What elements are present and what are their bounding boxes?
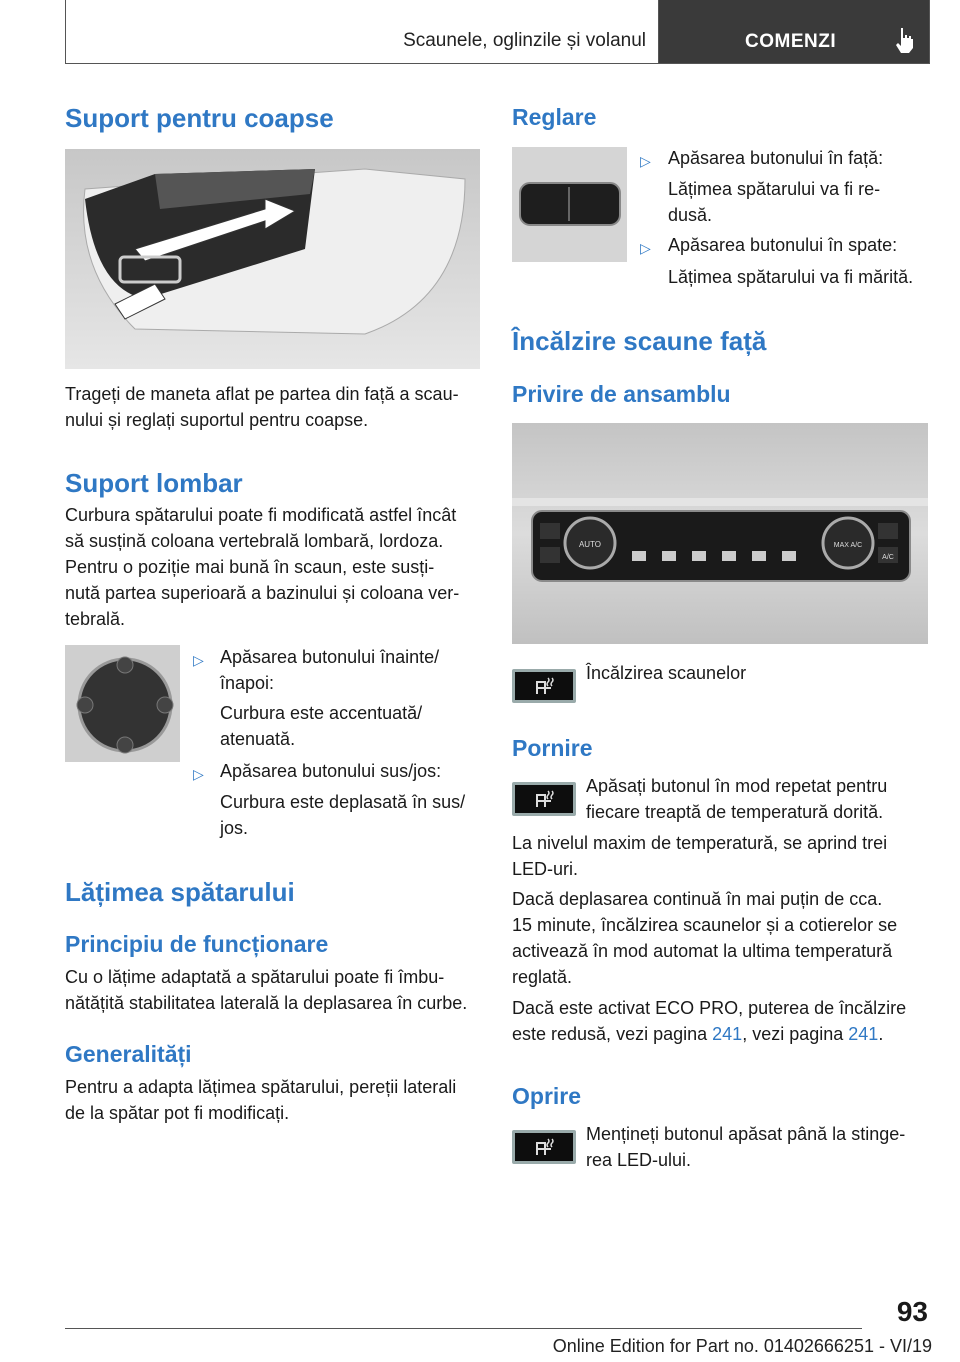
text-line: Cu o lățime adaptată a spătarului poate fi îmbu-	[65, 967, 445, 987]
text-line: nută partea superioară a bazinului și coloana ver-	[65, 583, 460, 603]
text-line: LED-uri.	[512, 859, 579, 879]
text-line: 15 minute, încălzirea scaunelor și a cotierelor se	[512, 915, 898, 935]
lumbar-support-title: Suport lombar	[65, 468, 243, 498]
text-line: dusă.	[668, 205, 713, 225]
text-line: Lățimea spătarului va fi re-	[668, 179, 881, 199]
bullet-triangle-icon: ▷	[193, 652, 204, 668]
width-button-image	[512, 147, 627, 262]
on-text-3	[512, 886, 932, 990]
page-link[interactable]: 241	[712, 1024, 743, 1044]
text-span: , vezi pagina	[742, 1024, 849, 1044]
text-line: reglată.	[512, 967, 573, 987]
overview-title: Privire de ansamblu	[512, 381, 731, 407]
principle-text	[65, 964, 485, 1016]
backrest-width-title: Lățimea spătarului	[65, 877, 295, 907]
seat-heating-button-image	[512, 669, 576, 703]
adjust-bullet-2: Apăsarea butonului în spate:	[668, 235, 898, 255]
text-line: de la spătar pot fi modificați.	[65, 1103, 290, 1123]
climate-control-panel	[512, 423, 928, 644]
footer-divider	[65, 1328, 862, 1329]
text-line: Curbura este accentuată/	[220, 703, 423, 723]
max-ac-label: MAX A/C	[833, 542, 863, 549]
general-title: Generalități	[65, 1041, 192, 1067]
text-line: Apăsarea butonului înainte/	[220, 647, 440, 667]
page-link[interactable]: 241	[848, 1024, 879, 1044]
lumbar-bullet-2: Apăsarea butonului sus/jos:	[220, 761, 442, 781]
seat-illustration	[65, 149, 480, 369]
lumbar-support-text	[65, 502, 485, 632]
seat-heating-icon	[515, 672, 573, 700]
text-line: activează în mod automat la ultima temperatură	[512, 941, 893, 961]
seat-heating-button-image	[512, 782, 576, 816]
adjust-title: Reglare	[512, 104, 597, 130]
seat-heating-icon	[515, 785, 573, 813]
page-number: 93	[896, 1296, 928, 1327]
lumbar-bullet-1-result	[220, 700, 490, 752]
pointing-hand-icon	[893, 26, 915, 54]
lumbar-button-image	[65, 645, 180, 762]
ac-label: A/C	[882, 554, 894, 561]
text-span: este redusă, vezi pagina	[512, 1024, 713, 1044]
climate-panel-image	[512, 423, 928, 644]
adjust-bullet-1-result	[668, 176, 938, 228]
text-line: Apăsați butonul în mod repetat pentru	[586, 776, 888, 796]
text-line: Pentru o poziție mai bună în scaun, este susți-	[65, 557, 435, 577]
seat-heating-button-label: Încălzirea scaunelor	[586, 663, 747, 683]
text-line: Mențineți butonul apăsat până la stinge-	[586, 1124, 906, 1144]
off-text	[586, 1121, 936, 1173]
text-line: La nivelul maxim de temperatură, se aprind trei	[512, 833, 888, 853]
text-line: Curbura este deplasată în sus/	[220, 792, 466, 812]
text-line: să susțină coloana vertebrală lombară, lordoza.	[65, 531, 444, 551]
text-line: rea LED-ului.	[586, 1150, 692, 1170]
text-line: jos.	[220, 818, 249, 838]
edition-footer: Online Edition for Part no. 01402666251 - VI/19	[552, 1336, 932, 1356]
thigh-support-text	[65, 381, 485, 433]
on-text-2	[512, 830, 932, 882]
text-line: Dacă deplasarea continuă în mai puțin de cca.	[512, 889, 883, 909]
seat-heating-button-image	[512, 1130, 576, 1164]
seat-heating-title: Încălzire scaune față	[512, 326, 767, 356]
lumbar-bullet-1	[220, 644, 490, 696]
text-line: Trageți de maneta aflat pe partea din față a scau-	[65, 384, 459, 404]
text-line	[512, 1021, 932, 1047]
on-title: Pornire	[512, 735, 593, 761]
text-line: tebrală.	[65, 609, 126, 629]
text-line: atenuată.	[220, 729, 296, 749]
lumbar-bullet-2-result	[220, 789, 490, 841]
thigh-support-title: Suport pentru coapse	[65, 103, 334, 133]
text-line: nului și reglați suportul pentru coapse.	[65, 410, 369, 430]
off-title: Oprire	[512, 1083, 582, 1109]
page-header	[65, 0, 930, 64]
section-tab	[659, 0, 929, 63]
text-span: .	[878, 1024, 884, 1044]
on-text-4	[512, 995, 932, 1047]
text-line: înapoi:	[220, 673, 275, 693]
bullet-triangle-icon: ▷	[640, 240, 651, 256]
text-line: nătățită stabilitatea laterală la deplasarea în curbe.	[65, 993, 468, 1013]
lumbar-control-icon	[65, 645, 180, 762]
thigh-support-image	[65, 149, 480, 369]
text-line: fiecare treaptă de temperatură dorită.	[586, 802, 884, 822]
general-text	[65, 1074, 485, 1126]
principle-title: Principiu de funcționare	[65, 931, 329, 957]
chapter-title: Scaunele, oglinzile și volanul	[403, 30, 646, 51]
text-line: Curbura spătarului poate fi modificată astfel încât	[65, 505, 457, 525]
adjust-bullet-2-result: Lățimea spătarului va fi mărită.	[668, 267, 914, 287]
text-line: Dacă este activat ECO PRO, puterea de încălzire	[512, 998, 907, 1018]
bullet-triangle-icon: ▷	[193, 766, 204, 782]
on-text	[586, 773, 936, 825]
text-line: Pentru a adapta lățimea spătarului, pereții laterali	[65, 1077, 457, 1097]
seat-heating-icon	[515, 1133, 573, 1161]
bullet-triangle-icon: ▷	[640, 153, 651, 169]
backrest-width-switch-icon	[512, 147, 627, 262]
section-label: COMENZI	[745, 31, 837, 52]
auto-label: AUTO	[578, 540, 602, 549]
adjust-bullet-1: Apăsarea butonului în față:	[668, 148, 884, 168]
